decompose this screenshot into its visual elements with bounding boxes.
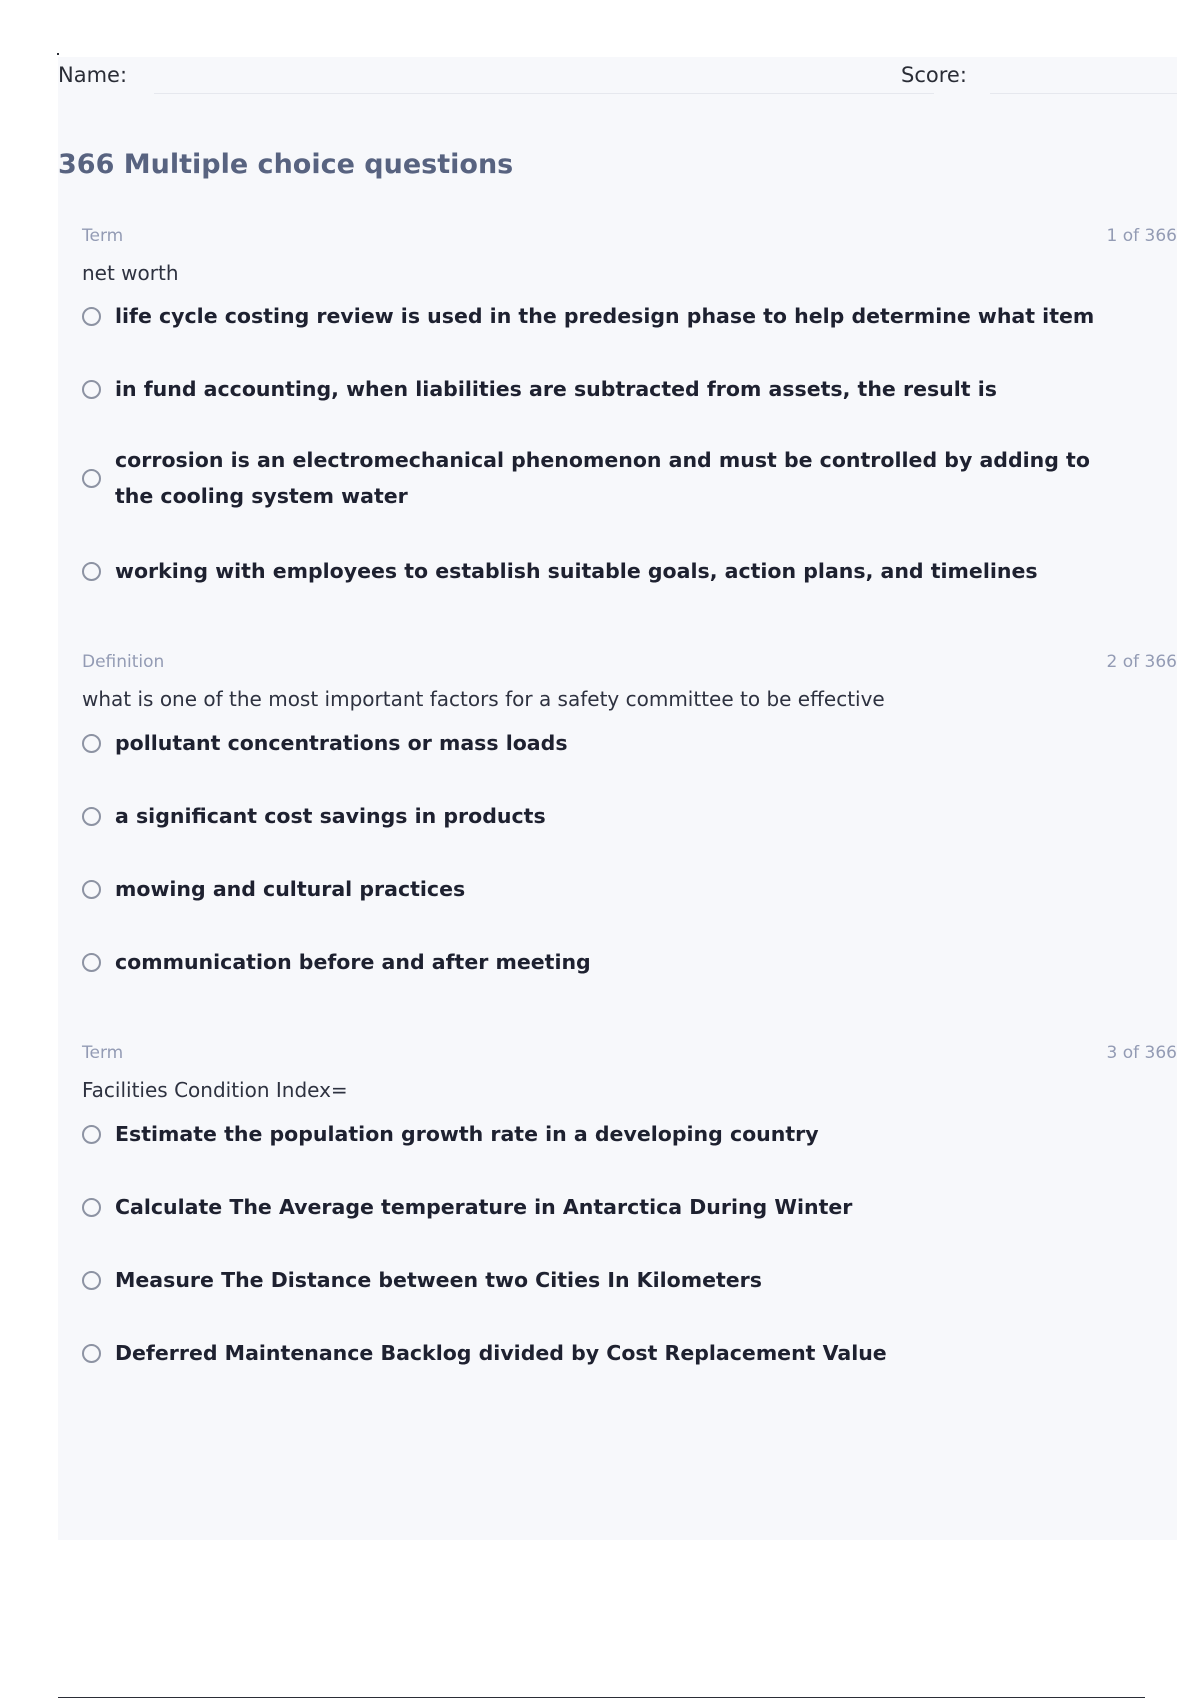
option-label: Estimate the population growth rate in a developing country xyxy=(115,1122,819,1146)
option-label: a significant cost savings in products xyxy=(115,804,546,828)
page-title: 366 Multiple choice questions xyxy=(58,149,514,180)
question-prompt: net worth xyxy=(82,261,179,285)
page-corner-mark xyxy=(57,53,59,55)
answer-option[interactable] xyxy=(82,371,1142,407)
answer-option[interactable] xyxy=(82,1335,1142,1371)
question-1 xyxy=(82,226,1177,626)
option-label: Measure The Distance between two Cities In Kilometers xyxy=(115,1268,762,1292)
name-field[interactable] xyxy=(154,93,934,94)
name-label: Name: xyxy=(58,63,128,87)
radio-button-icon[interactable] xyxy=(82,380,101,399)
radio-button-icon[interactable] xyxy=(82,880,101,899)
question-count: 2 of 366 xyxy=(1106,652,1177,672)
question-prompt: what is one of the most important factors for a safety committee to be effective xyxy=(82,687,885,711)
radio-button-icon[interactable] xyxy=(82,807,101,826)
option-label: corrosion is an electromechanical phenomenon and must be controlled by adding to the cooling system water xyxy=(115,448,1090,508)
option-label: in fund accounting, when liabilities are subtracted from assets, the result is xyxy=(115,377,997,401)
answer-option[interactable] xyxy=(82,442,1142,514)
option-label: Deferred Maintenance Backlog divided by Cost Replacement Value xyxy=(115,1341,887,1365)
question-kind: Term xyxy=(82,1043,124,1063)
question-prompt: Facilities Condition Index= xyxy=(82,1078,348,1102)
question-3 xyxy=(82,1043,1177,1403)
option-label: life cycle costing review is used in the predesign phase to help determine what item xyxy=(115,304,1095,328)
option-label: pollutant concentrations or mass loads xyxy=(115,731,568,755)
score-field[interactable] xyxy=(990,93,1177,94)
answer-option[interactable] xyxy=(82,298,1142,334)
answer-option[interactable] xyxy=(82,1189,1142,1225)
question-2 xyxy=(82,652,1177,1012)
question-count: 3 of 366 xyxy=(1106,1043,1177,1063)
option-label: Calculate The Average temperature in Antarctica During Winter xyxy=(115,1195,853,1219)
radio-button-icon[interactable] xyxy=(82,1198,101,1217)
radio-button-icon[interactable] xyxy=(82,953,101,972)
answer-option[interactable] xyxy=(82,871,1142,907)
radio-button-icon[interactable] xyxy=(82,307,101,326)
radio-button-icon[interactable] xyxy=(82,469,101,488)
radio-button-icon[interactable] xyxy=(82,734,101,753)
option-label: mowing and cultural practices xyxy=(115,877,466,901)
answer-option[interactable] xyxy=(82,725,1142,761)
quiz-sheet xyxy=(58,57,1177,1540)
question-count: 1 of 366 xyxy=(1106,226,1177,246)
question-kind: Definition xyxy=(82,652,165,672)
score-label: Score: xyxy=(901,63,967,87)
answer-option[interactable] xyxy=(82,798,1142,834)
answer-option[interactable] xyxy=(82,1262,1142,1298)
footer-rule xyxy=(58,1697,1145,1698)
radio-button-icon[interactable] xyxy=(82,1271,101,1290)
header-row xyxy=(58,57,1177,97)
radio-button-icon[interactable] xyxy=(82,562,101,581)
question-kind: Term xyxy=(82,226,124,246)
option-label: communication before and after meeting xyxy=(115,950,591,974)
answer-option[interactable] xyxy=(82,944,1142,980)
radio-button-icon[interactable] xyxy=(82,1344,101,1363)
option-label: working with employees to establish suitable goals, action plans, and timelines xyxy=(115,559,1038,583)
answer-option[interactable] xyxy=(82,1116,1142,1152)
answer-option[interactable] xyxy=(82,553,1142,589)
radio-button-icon[interactable] xyxy=(82,1125,101,1144)
